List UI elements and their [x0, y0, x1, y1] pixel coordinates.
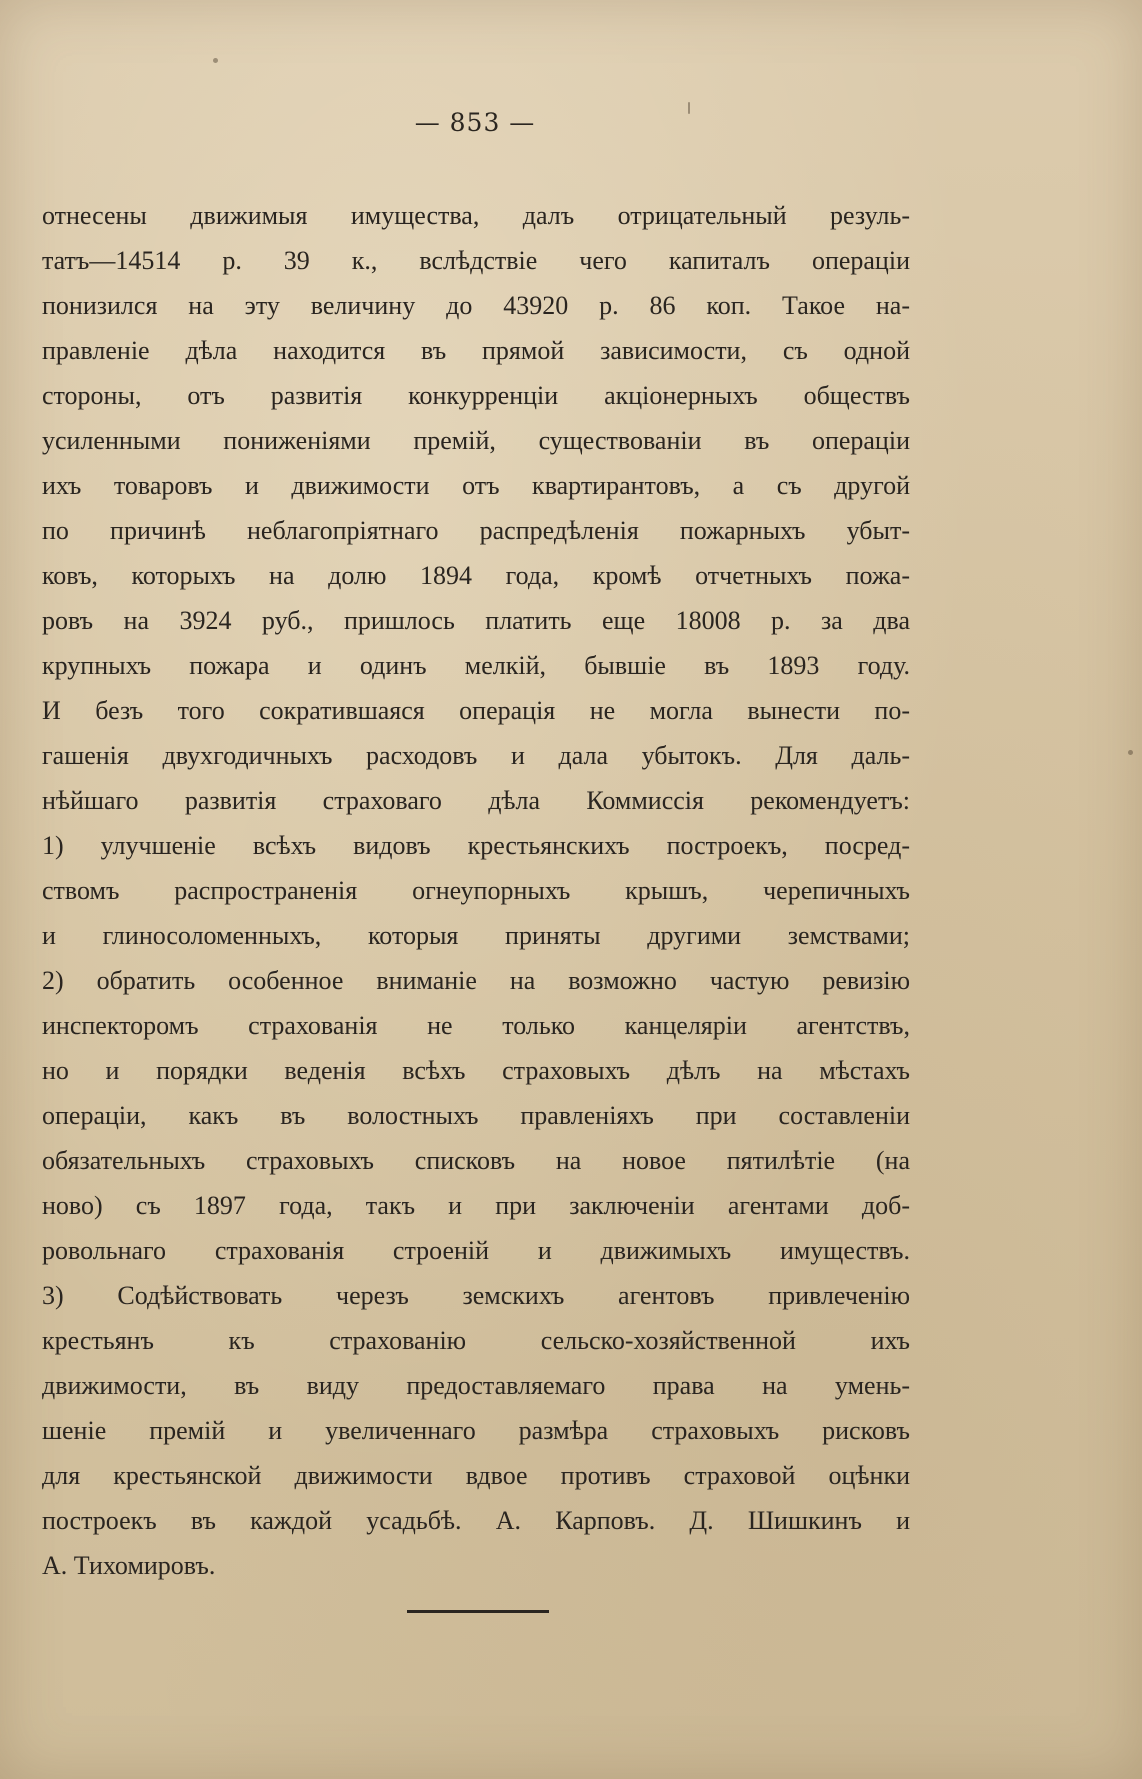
text-line: ровъ на 3924 руб., пришлось платить еще 18008 р. за два: [42, 606, 910, 635]
text-line: инспекторомъ страхованія не только канцеляріи агентствъ,: [42, 1011, 910, 1040]
text-line: для крестьянской движимости вдвое противъ страховой оцѣнки: [42, 1461, 910, 1490]
text-line: обязательныхъ страховыхъ списковъ на новое пятилѣтіе (на: [42, 1146, 910, 1175]
text-line: отнесены движимыя имущества, далъ отрицательный резуль-: [42, 201, 910, 230]
text-line: движимости, въ виду предоставляемаго права на умень-: [42, 1371, 910, 1400]
text-line: шеніе премій и увеличеннаго размѣра страховыхъ рисковъ: [42, 1416, 910, 1445]
text-line: крупныхъ пожара и одинъ мелкій, бывшіе въ 1893 году.: [42, 651, 910, 680]
text-line: и глиносоломенныхъ, которыя приняты другими земствами;: [42, 921, 910, 950]
end-rule: [407, 1610, 549, 1613]
text-line: крестьянъ къ страхованію сельско-хозяйственной ихъ: [42, 1326, 910, 1355]
text-line: ново) съ 1897 года, такъ и при заключеніи агентами доб-: [42, 1191, 910, 1220]
text-line: понизился на эту величину до 43920 р. 86 коп. Такое на-: [42, 291, 910, 320]
text-line: по причинѣ неблагопріятнаго распредѣленія пожарныхъ убыт-: [42, 516, 910, 545]
paper-speck: [1128, 750, 1133, 755]
text-line: гашенія двухгодичныхъ расходовъ и дала убытокъ. Для даль-: [42, 741, 910, 770]
text-line: 1) улучшеніе всѣхъ видовъ крестьянскихъ построекъ, посред-: [42, 831, 910, 860]
text-line: 3) Содѣйствовать черезъ земскихъ агентовъ привлеченію: [42, 1281, 910, 1310]
text-line-signatures: А. Тихомировъ.: [42, 1551, 216, 1580]
text-line: нѣйшаго развитія страховаго дѣла Коммиссія рекомендуетъ:: [42, 786, 910, 815]
paper-speck: [213, 58, 218, 63]
text-line: усиленными пониженіями премій, существованіи въ операціи: [42, 426, 910, 455]
text-line: построекъ въ каждой усадьбѣ. А. Карповъ. Д. Шишкинъ и: [42, 1506, 910, 1535]
text-line: татъ—14514 р. 39 к., вслѣдствіе чего капиталъ операціи: [42, 246, 910, 275]
page-number: — 853 —: [414, 108, 536, 137]
text-line: ковъ, которыхъ на долю 1894 года, кромѣ отчетныхъ пожа-: [42, 561, 910, 590]
text-line: ствомъ распространенія огнеупорныхъ крышъ, черепичныхъ: [42, 876, 910, 905]
text-line: ихъ товаровъ и движимости отъ квартирантовъ, а съ другой: [42, 471, 910, 500]
text-line: И безъ того сократившаяся операція не могла вынести по-: [42, 696, 910, 725]
body-text: [42, 193, 910, 1588]
text-line: правленіе дѣла находится въ прямой зависимости, съ одной: [42, 336, 910, 365]
text-line: ровольнаго страхованія строеній и движимыхъ имуществъ.: [42, 1236, 910, 1265]
text-line: но и порядки веденія всѣхъ страховыхъ дѣлъ на мѣстахъ: [42, 1056, 910, 1085]
text-line: стороны, отъ развитія конкурренціи акціонерныхъ обществъ: [42, 381, 910, 410]
text-line: 2) обратить особенное вниманіе на возможно частую ревизію: [42, 966, 910, 995]
text-line: операціи, какъ въ волостныхъ правленіяхъ при составленіи: [42, 1101, 910, 1130]
